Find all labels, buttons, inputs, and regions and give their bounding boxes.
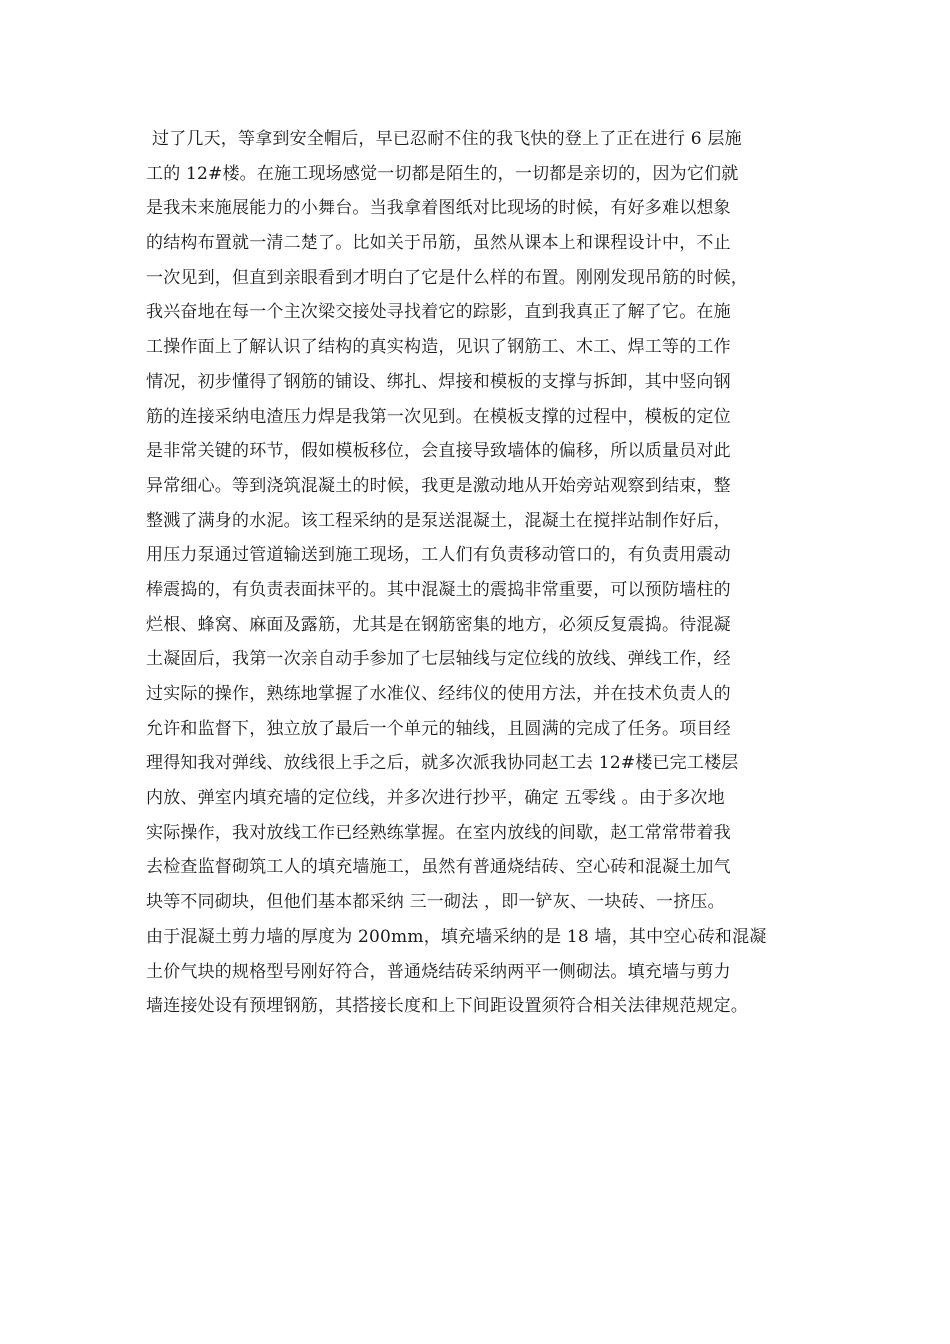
text-line: 用压力泵通过管道输送到施工现场，工人们有负责移动管口的，有负责用震动 — [146, 545, 731, 566]
text-line: 土价气块的规格型号刚好符合，普通烧结砖采纳两平一侧砌法。填充墙与剪力 — [146, 961, 731, 982]
text-line: 内放、弹室内填充墙的定位线，并多次进行抄平，确定 五零线 。由于多次地 — [146, 788, 725, 809]
text-line: 理得知我对弹线、放线很上手之后，就多次派我协同赵工去 12#楼已完工楼层 — [146, 753, 739, 774]
text-line: 过实际的操作，熟练地掌握了水准仪、经纬仪的使用方法，并在技术负责人的 — [146, 684, 731, 704]
text-line: 筋的连接采纳电渣压力焊是我第一次见到。在模板支撑的过程中，模板的定位 — [146, 406, 731, 427]
text-line: 整溅了满身的水泥。该工程采纳的是泵送混凝土，混凝土在搅拌站制作好后， — [146, 510, 731, 531]
text-line: 去检查监督砌筑工人的填充墙施工，虽然有普通烧结砖、空心砖和混凝土加气 — [146, 857, 731, 878]
text-line: 一次见到，但直到亲眼看到才明白了它是什么样的布置。刚刚发现吊筋的时候， — [146, 267, 748, 288]
text-line: 块等不同砌块，但他们基本都采纳 三一砌法 ，即一铲灰、一块砖、一挤压。 — [146, 892, 725, 913]
text-line: 墙连接处设有预埋钢筋，其搭接长度和上下间距设置须符合相关法律规范规定。 — [146, 996, 748, 1017]
text-line: 的结构布置就一清二楚了。比如关于吊筋，虽然从课本上和课程设计中，不止 — [146, 233, 731, 254]
text-line: 我兴奋地在每一个主次梁交接处寻找着它的踪影，直到我真正了解了它。在施 — [146, 302, 731, 323]
text-line: 是非常关键的环节，假如模板移位，会直接导致墙体的偏移，所以质量员对此 — [146, 441, 731, 462]
text-line: 烂根、蜂窝、麻面及露筋，尤其是在钢筋密集的地方，必须反复震捣。待混凝 — [146, 614, 731, 635]
text-line: 土凝固后，我第一次亲自动手参加了七层轴线与定位线的放线、弹线工作，经 — [146, 649, 731, 670]
body-paragraph — [146, 122, 826, 1024]
text-line: 是我未来施展能力的小舞台。当我拿着图纸对比现场的时候，有好多难以想象 — [146, 198, 731, 219]
text-line: 工的 12#楼。在施工现场感觉一切都是陌生的，一切都是亲切的，因为它们就 — [146, 163, 739, 184]
text-line: 工操作面上了解认识了结构的真实构造，见识了钢筋工、木工、焊工等的工作 — [146, 337, 731, 358]
text-line: 实际操作，我对放线工作已经熟练掌握。在室内放线的间歇，赵工常常带着我 — [146, 822, 731, 843]
text-line: 异常细心。等到浇筑混凝土的时候，我更是激动地从开始旁站观察到结束，整 — [146, 475, 731, 496]
text-line: 情况，初步懂得了钢筋的铺设、绑扎、焊接和模板的支撑与拆卸，其中竖向钢 — [146, 371, 731, 392]
text-line: 允许和监督下，独立放了最后一个单元的轴线，且圆满的完成了任务。项目经 — [146, 718, 731, 739]
text-line: 棒震捣的，有负责表面抹平的。其中混凝土的震捣非常重要，可以预防墙柱的 — [146, 579, 731, 600]
text-line: 过了几天，等拿到安全帽后，早已忍耐不住的我飞快的登上了正在进行 6 层施 — [152, 129, 742, 149]
text-line: 由于混凝土剪力墙的厚度为 200mm，填充墙采纳的是 18 墙，其中空心砖和混凝 — [146, 926, 767, 947]
